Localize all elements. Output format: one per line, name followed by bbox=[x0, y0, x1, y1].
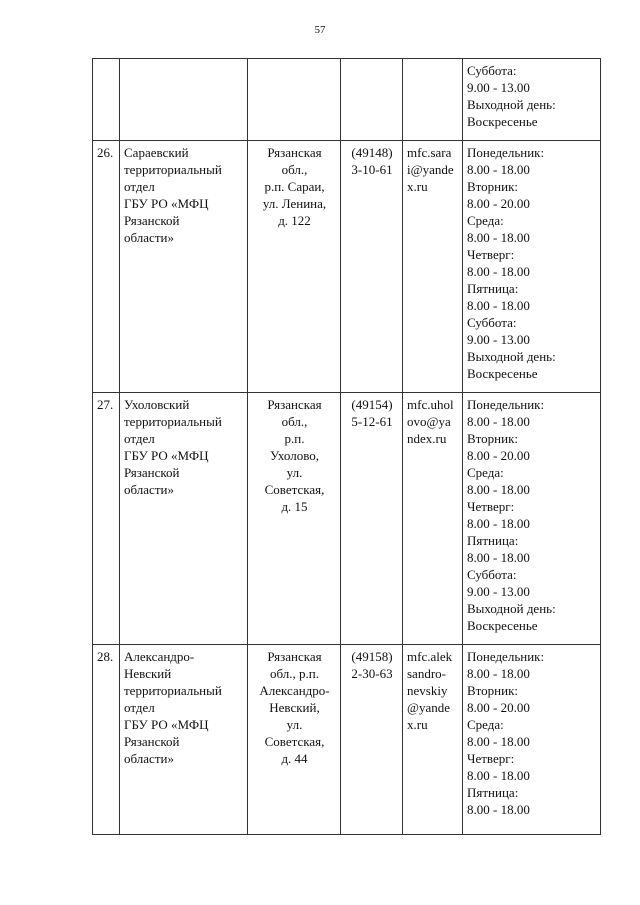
table-row bbox=[93, 59, 601, 141]
cell-text-line: Среда: bbox=[467, 465, 504, 480]
cell-text-line: 8.00 - 18.00 bbox=[467, 264, 530, 279]
cell-text-line: Рязанской bbox=[124, 734, 180, 749]
table-row bbox=[93, 141, 601, 393]
row-number-cell: 27. bbox=[93, 393, 120, 645]
phone-cell bbox=[341, 645, 403, 835]
cell-text-line: @yande bbox=[407, 700, 451, 715]
cell-text-line: ГБУ РО «МФЦ bbox=[124, 717, 209, 732]
cell-text-line: 8.00 - 18.00 bbox=[467, 802, 530, 817]
cell-text-line: Советская, bbox=[264, 734, 325, 749]
cell-text-line: 8.00 - 20.00 bbox=[467, 448, 530, 463]
cell-text-line: Четверг: bbox=[467, 499, 515, 514]
row-number-cell bbox=[93, 59, 120, 141]
cell-text-line: Невский, bbox=[269, 700, 320, 715]
cell-text-line: Понедельник: bbox=[467, 397, 545, 412]
address-cell bbox=[248, 393, 341, 645]
mfc-offices-table bbox=[92, 58, 601, 835]
cell-text-line: ovo@ya bbox=[407, 414, 451, 429]
cell-text-line: i@yande bbox=[407, 162, 454, 177]
cell-text-line: Советская, bbox=[264, 482, 325, 497]
working-hours-cell bbox=[463, 59, 601, 141]
phone-cell bbox=[341, 141, 403, 393]
cell-text-line: Вторник: bbox=[467, 431, 519, 446]
cell-text-line: ndex.ru bbox=[407, 431, 447, 446]
cell-text-line: Выходной день: bbox=[467, 349, 556, 364]
cell-text-line: ГБУ РО «МФЦ bbox=[124, 196, 209, 211]
cell-text-line: 9.00 - 13.00 bbox=[467, 80, 530, 95]
cell-text-line: 8.00 - 20.00 bbox=[467, 700, 530, 715]
cell-text-line: Суббота: bbox=[467, 567, 517, 582]
cell-text-line: отдел bbox=[124, 179, 155, 194]
cell-text-line: mfc.alek bbox=[407, 649, 453, 664]
cell-text-line: Рязанской bbox=[124, 465, 180, 480]
cell-text-line: Понедельник: bbox=[467, 649, 545, 664]
cell-text-line: 2-30-63 bbox=[351, 666, 393, 681]
cell-text-line: д. 122 bbox=[278, 213, 311, 228]
cell-text-line: Александро- bbox=[259, 683, 330, 698]
cell-text-line: 8.00 - 18.00 bbox=[467, 666, 530, 681]
cell-text-line: обл., bbox=[281, 414, 308, 429]
cell-text-line: области» bbox=[124, 482, 174, 497]
cell-text-line: Пятница: bbox=[467, 281, 519, 296]
cell-text-line: ГБУ РО «МФЦ bbox=[124, 448, 209, 463]
table-row bbox=[93, 393, 601, 645]
cell-text-line: Александро- bbox=[124, 649, 195, 664]
table-row bbox=[93, 645, 601, 835]
cell-text-line: р.п. Сараи, bbox=[264, 179, 325, 194]
cell-text-line: (49148) bbox=[351, 145, 393, 160]
cell-text-line: ул. bbox=[286, 717, 303, 732]
cell-text-line: Суббота: bbox=[467, 315, 517, 330]
address-cell bbox=[248, 645, 341, 835]
office-name-cell bbox=[120, 59, 248, 141]
cell-text-line: Рязанская bbox=[267, 397, 322, 412]
cell-text-line: области» bbox=[124, 230, 174, 245]
cell-text-line: 8.00 - 18.00 bbox=[467, 768, 530, 783]
cell-text-line: 8.00 - 18.00 bbox=[467, 482, 530, 497]
cell-text-line: 9.00 - 13.00 bbox=[467, 332, 530, 347]
cell-text-line: 8.00 - 18.00 bbox=[467, 734, 530, 749]
cell-text-line: 8.00 - 20.00 bbox=[467, 196, 530, 211]
cell-text-line: 5-12-61 bbox=[351, 414, 393, 429]
cell-text-line: Четверг: bbox=[467, 751, 515, 766]
cell-text-line: Рязанская bbox=[267, 145, 322, 160]
cell-text-line: Невский bbox=[124, 666, 172, 681]
cell-text-line: Воскресенье bbox=[467, 618, 538, 633]
cell-text-line: ул. bbox=[286, 465, 303, 480]
cell-text-line: Воскресенье bbox=[467, 114, 538, 129]
cell-text-line: территориальный bbox=[124, 162, 222, 177]
office-name-cell bbox=[120, 393, 248, 645]
cell-text-line: Суббота: bbox=[467, 63, 517, 78]
cell-text-line: области» bbox=[124, 751, 174, 766]
email-cell bbox=[403, 141, 463, 393]
cell-text-line: (49154) bbox=[351, 397, 393, 412]
cell-text-line: Пятница: bbox=[467, 533, 519, 548]
cell-text-line: 8.00 - 18.00 bbox=[467, 414, 530, 429]
page-number: 57 bbox=[314, 24, 326, 36]
working-hours-cell bbox=[463, 141, 601, 393]
cell-text-line: р.п. bbox=[284, 431, 305, 446]
cell-text-line: x.ru bbox=[407, 717, 428, 732]
cell-text-line: 8.00 - 18.00 bbox=[467, 298, 530, 313]
cell-text-line: ул. Ленина, bbox=[262, 196, 327, 211]
cell-text-line: 9.00 - 13.00 bbox=[467, 584, 530, 599]
cell-text-line: 8.00 - 18.00 bbox=[467, 550, 530, 565]
cell-text-line: Рязанская bbox=[267, 649, 322, 664]
row-number-cell: 28. bbox=[93, 645, 120, 835]
cell-text-line: Четверг: bbox=[467, 247, 515, 262]
cell-text-line: Ухолово, bbox=[269, 448, 320, 463]
phone-cell bbox=[341, 59, 403, 141]
cell-text-line: x.ru bbox=[407, 179, 428, 194]
address-cell bbox=[248, 141, 341, 393]
cell-text-line: Вторник: bbox=[467, 683, 519, 698]
row-number-cell: 26. bbox=[93, 141, 120, 393]
cell-text-line: д. 44 bbox=[281, 751, 308, 766]
cell-text-line: 8.00 - 18.00 bbox=[467, 162, 530, 177]
cell-text-line: Выходной день: bbox=[467, 601, 556, 616]
cell-text-line: отдел bbox=[124, 700, 155, 715]
cell-text-line: территориальный bbox=[124, 414, 222, 429]
cell-text-line: обл., р.п. bbox=[270, 666, 319, 681]
email-cell bbox=[403, 645, 463, 835]
cell-text-line: Выходной день: bbox=[467, 97, 556, 112]
phone-cell bbox=[341, 393, 403, 645]
cell-text-line: Воскресенье bbox=[467, 366, 538, 381]
cell-text-line: Пятница: bbox=[467, 785, 519, 800]
office-name-cell bbox=[120, 141, 248, 393]
cell-text-line: территориальный bbox=[124, 683, 222, 698]
cell-text-line: Понедельник: bbox=[467, 145, 545, 160]
cell-text-line: д. 15 bbox=[281, 499, 308, 514]
cell-text-line: Сараевский bbox=[124, 145, 189, 160]
office-name-cell bbox=[120, 645, 248, 835]
cell-text-line: Ухоловский bbox=[124, 397, 190, 412]
cell-text-line: nevskiy bbox=[407, 683, 448, 698]
cell-text-line: mfc.uhol bbox=[407, 397, 454, 412]
cell-text-line: sandro- bbox=[407, 666, 446, 681]
cell-text-line: Среда: bbox=[467, 717, 504, 732]
working-hours-cell bbox=[463, 393, 601, 645]
address-cell bbox=[248, 59, 341, 141]
email-cell bbox=[403, 393, 463, 645]
cell-text-line: 3-10-61 bbox=[351, 162, 393, 177]
cell-text-line: mfc.sara bbox=[407, 145, 452, 160]
cell-text-line: 8.00 - 18.00 bbox=[467, 230, 530, 245]
cell-text-line: (49158) bbox=[351, 649, 393, 664]
cell-text-line: Среда: bbox=[467, 213, 504, 228]
working-hours-cell bbox=[463, 645, 601, 835]
cell-text-line: Рязанской bbox=[124, 213, 180, 228]
cell-text-line: 8.00 - 18.00 bbox=[467, 516, 530, 531]
cell-text-line: отдел bbox=[124, 431, 155, 446]
cell-text-line: Вторник: bbox=[467, 179, 519, 194]
cell-text-line: обл., bbox=[281, 162, 308, 177]
email-cell bbox=[403, 59, 463, 141]
